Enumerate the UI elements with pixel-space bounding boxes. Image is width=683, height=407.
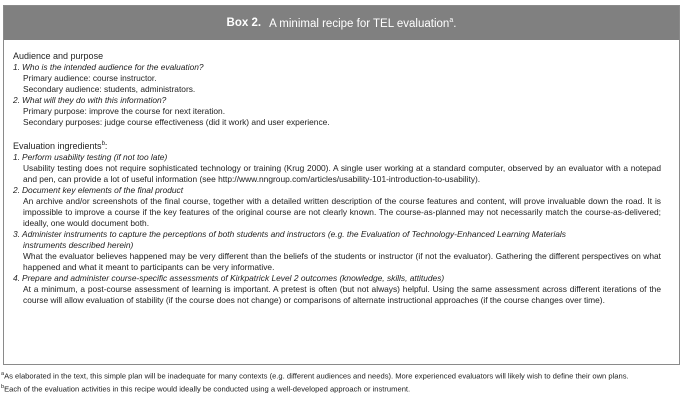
ingredients-footnote-mark: b xyxy=(101,141,105,147)
audience-heading: Audience and purpose xyxy=(13,51,104,61)
ingredient-text: What the evaluator believes happened may be very different than the beliefs of the students or instructor (if not the evaluator). Gathering the different perspectives on what happened and what it meant to participants can be very informative. xyxy=(23,251,661,272)
question-2-text: What will they do with this information? xyxy=(22,95,167,105)
section-gap xyxy=(13,128,669,136)
box-title-footnote-mark: a xyxy=(449,16,454,24)
ingredients-heading-text: Evaluation ingredients xyxy=(13,141,102,151)
footnote-mark: a xyxy=(1,371,5,377)
question-2-answer-secondary: Secondary purposes: judge course effectiveness (did it work) and user experience. xyxy=(23,117,330,127)
footnote-text: As elaborated in the text, this simple plan will be inadequate for many contexts (e.g. different audiences and needs). More experienced evaluators will likely wish to define their own plans. xyxy=(4,371,629,381)
footnote-mark: b xyxy=(1,383,5,390)
question-2 xyxy=(13,95,669,106)
footnote-a xyxy=(0,369,683,382)
ingredients-heading xyxy=(13,139,669,152)
ingredient-text: At a minimum, a post-course assessment of learning is important. A pretest is often (but not always) helpful. Using the same assessment across different iterations of the course will allow evaluation of stability (if the course does not change) or comparisons of alternate instructional approaches (if the course changes over time). xyxy=(23,284,661,305)
ingredient-title xyxy=(13,185,669,196)
recipe-box xyxy=(3,5,680,365)
ingredient-title-text: Perform usability testing (if not too late) xyxy=(22,152,168,162)
question-1 xyxy=(13,62,669,73)
ingredient-title-text: Document key elements of the final product xyxy=(22,185,184,195)
question-1-answer-secondary: Secondary audience: students, administrators. xyxy=(23,84,196,94)
ingredient-item-2 xyxy=(13,185,669,229)
question-1-text: Who is the intended audience for the evaluation? xyxy=(22,62,204,72)
question-1-number: 1. xyxy=(13,62,20,72)
footnote-text: Each of the evaluation activities in this recipe would ideally be conducted using a well-developed approach or instrument. xyxy=(4,384,411,394)
ingredient-number: 1. xyxy=(13,152,20,162)
question-1-answer-primary: Primary audience: course instructor. xyxy=(23,73,157,83)
ingredient-title-text: Administer instruments to capture the perceptions of both students and instructors (e.g. the Evaluation of Technology-Enhanced Learning Materials xyxy=(22,229,566,239)
footnote-b xyxy=(0,382,683,395)
ingredient-title xyxy=(13,273,669,284)
ingredient-number: 2. xyxy=(13,185,20,195)
box-body xyxy=(4,40,679,306)
box-title-period: . xyxy=(453,17,457,30)
ingredients-heading-colon: : xyxy=(104,141,108,151)
box-title xyxy=(269,17,456,30)
ingredient-item-3 xyxy=(13,229,669,273)
ingredient-number: 3. xyxy=(13,229,20,239)
ingredient-text: An archive and/or screenshots of the final course, together with a detailed written description of the course features and content, will prove invaluable down the road. It is impossible to improve a course if the key features of the original course are not clearly known. The course-as-planned may not necessarily match the course-as-delivered; ideally, one would document both. xyxy=(23,196,661,228)
ingredient-title xyxy=(13,229,669,240)
question-2-answer-primary: Primary purpose: improve the course for next iteration. xyxy=(23,106,226,116)
ingredient-title xyxy=(13,152,669,163)
ingredient-text: Usability testing does not require sophisticated technology or training (Krug 2000). A single user working at a standard computer, observed by an evaluator with a notepad and pen, can provide a lot of useful information (see http://www.nngroup.com/articles/usability-101-introduction-to-usability). xyxy=(23,163,661,184)
footnotes xyxy=(0,369,683,394)
ingredient-item-1 xyxy=(13,152,669,185)
ingredient-title-continued: instruments described herein) xyxy=(23,240,134,250)
ingredient-number: 4. xyxy=(13,273,20,283)
question-2-number: 2. xyxy=(13,95,20,105)
box-title-text: A minimal recipe for TEL evaluation xyxy=(269,17,450,30)
box-header xyxy=(4,6,679,40)
box-label: Box 2. xyxy=(226,17,262,29)
ingredient-item-4 xyxy=(13,273,669,306)
ingredient-title-text: Prepare and administer course-specific assessments of Kirkpatrick Level 2 outcomes (knowledge, skills, attitudes) xyxy=(22,273,445,283)
